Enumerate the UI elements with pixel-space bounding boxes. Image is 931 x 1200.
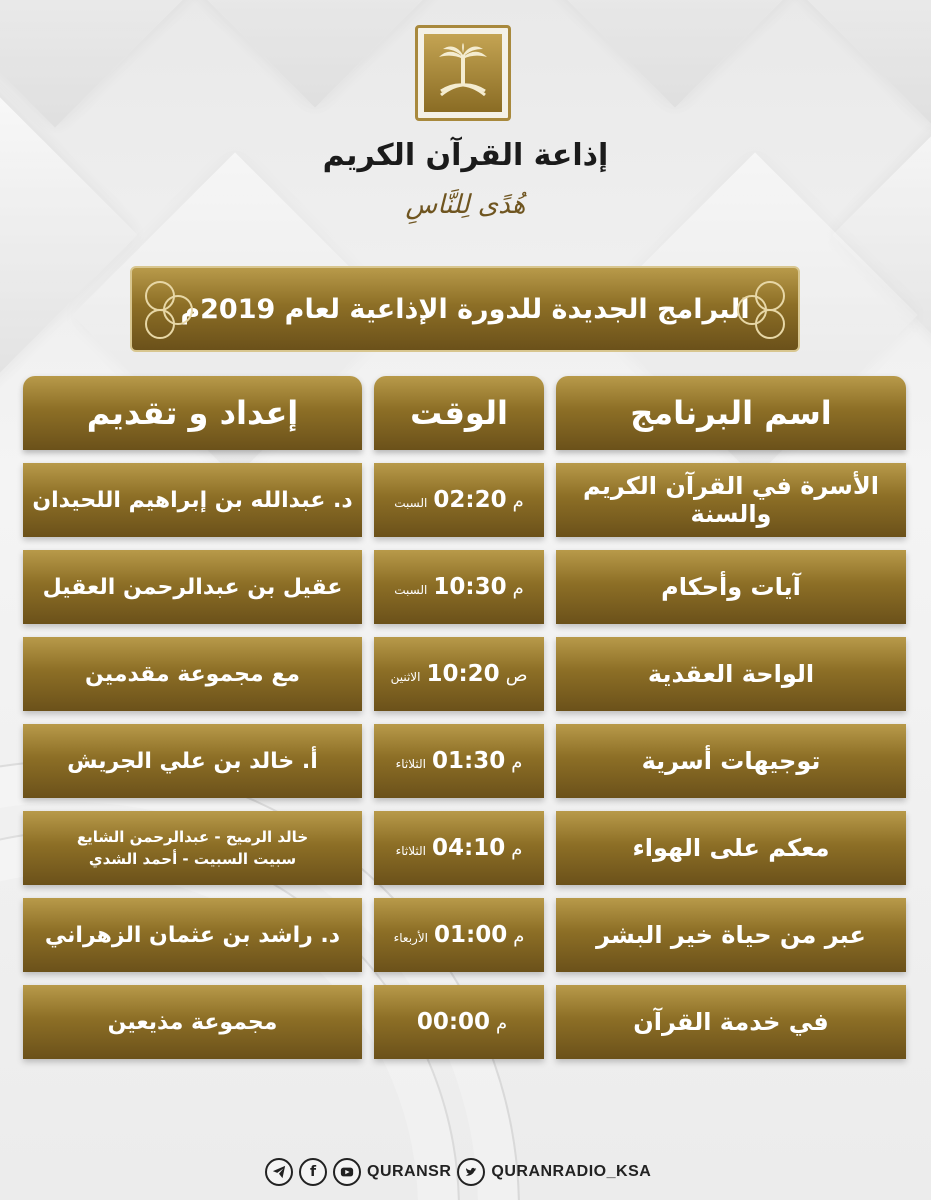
social-footer [265, 1155, 651, 1189]
host-cell: عقيل بن عبدالرحمن العقيل [23, 550, 362, 624]
program-name-cell: عبر من حياة خير البشر [556, 898, 906, 972]
time-cell [374, 637, 544, 711]
time-value: 01:30 [432, 748, 506, 774]
title-banner [130, 266, 800, 352]
program-name-cell: في خدمة القرآن [556, 985, 906, 1059]
ornament-left-icon [138, 274, 208, 346]
host-cell [23, 811, 362, 885]
column-header-program-name: اسم البرنامج [556, 376, 906, 450]
host-cell: أ. خالد بن علي الجريش [23, 724, 362, 798]
program-name-cell: آيات وأحكام [556, 550, 906, 624]
host-cell: مجموعة مذيعين [23, 985, 362, 1059]
time-cell [374, 898, 544, 972]
program-name-cell: معكم على الهواء [556, 811, 906, 885]
time-day: الأربعاء [393, 931, 429, 945]
time-cell [374, 463, 544, 537]
time-cell [374, 985, 544, 1059]
palm-swords-icon [431, 41, 495, 105]
program-name-cell: توجيهات أسرية [556, 724, 906, 798]
column-header-host: إعداد و تقديم [23, 376, 362, 450]
facebook-icon[interactable]: f [299, 1158, 327, 1186]
time-period: م [512, 578, 524, 599]
time-period: م [496, 1013, 508, 1034]
youtube-icon[interactable] [333, 1158, 361, 1186]
time-period: م [513, 926, 525, 947]
time-period: ص [505, 665, 528, 686]
time-value: 02:20 [433, 487, 507, 513]
time-value: 04:10 [432, 835, 506, 861]
saudi-emblem-logo [415, 25, 511, 121]
twitter-icon[interactable] [457, 1158, 485, 1186]
telegram-icon[interactable] [265, 1158, 293, 1186]
handle-quransr[interactable]: QURANSR [367, 1163, 452, 1180]
time-value: 01:00 [434, 922, 508, 948]
host-line: سبيت السبيت - أحمد الشدي [88, 850, 297, 868]
ornament-right-icon [722, 274, 792, 346]
time-value: 00:00 [416, 1009, 491, 1035]
time-day: الثلاثاء [395, 844, 427, 858]
time-cell [374, 724, 544, 798]
time-value: 10:20 [426, 661, 500, 687]
time-cell [374, 811, 544, 885]
program-name-cell: الواحة العقدية [556, 637, 906, 711]
station-slogan: هُدًى لِلنَّاسِ [405, 190, 526, 220]
host-cell: د. راشد بن عثمان الزهراني [23, 898, 362, 972]
time-period: م [511, 752, 523, 773]
time-cell [374, 550, 544, 624]
column-header-time: الوقت [374, 376, 544, 450]
time-day: السبت [394, 496, 428, 510]
time-day: الثلاثاء [395, 757, 427, 771]
host-line: خالد الرميح - عبدالرحمن الشايع [76, 827, 309, 846]
host-cell: مع مجموعة مقدمين [23, 637, 362, 711]
time-period: م [512, 491, 524, 512]
host-cell: د. عبدالله بن إبراهيم اللحيدان [23, 463, 362, 537]
station-name: إذاعة القرآن الكريم [322, 138, 609, 173]
time-day: الاثنين [390, 670, 421, 684]
time-day: السبت [394, 583, 428, 597]
handle-quranradio-ksa[interactable]: QURANRADIO_KSA [491, 1163, 652, 1180]
program-name-cell: الأسرة في القرآن الكريم والسنة [556, 463, 906, 537]
time-period: م [511, 839, 523, 860]
time-value: 10:30 [433, 574, 507, 600]
banner-title: البرامج الجديدة للدورة الإذاعية لعام 2019م [180, 293, 750, 325]
